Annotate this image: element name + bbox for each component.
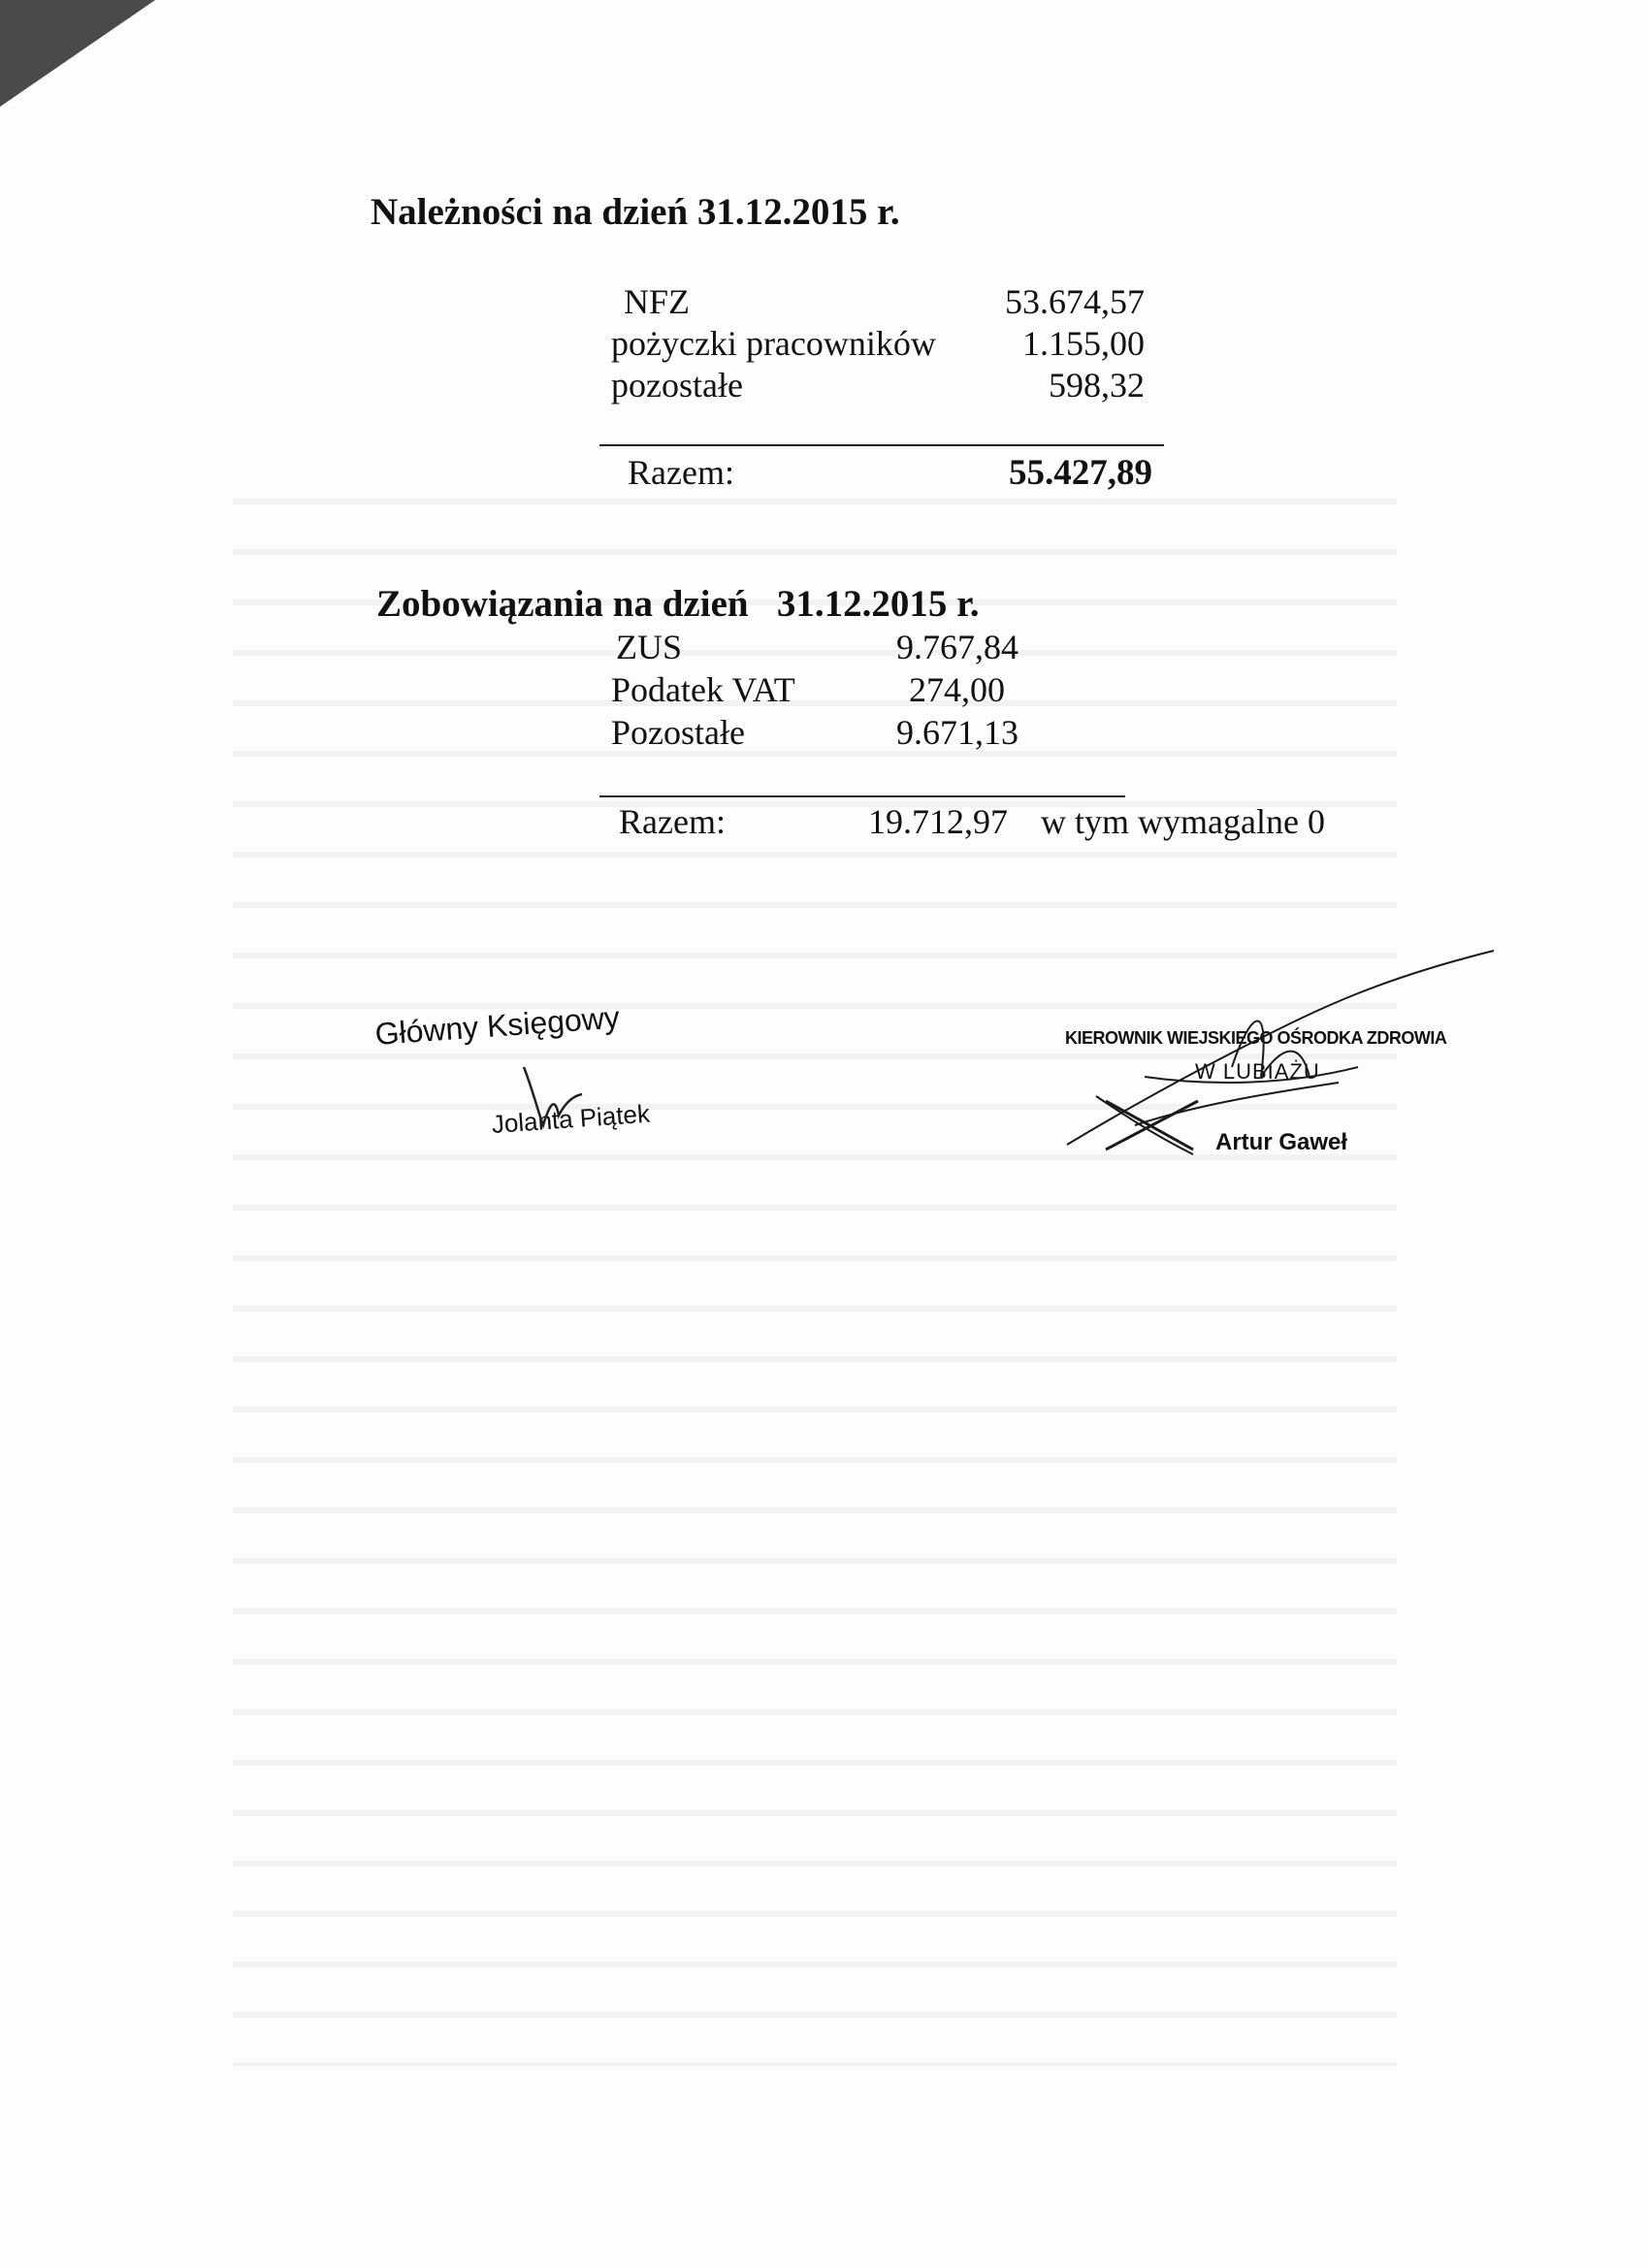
receivables-label-loans: pożyczki pracowników — [611, 324, 936, 363]
liabilities-total-note: w tym wymagalne 0 — [1041, 802, 1325, 841]
director-signature-scribble — [1067, 951, 1494, 1154]
receivables-total-label: Razem: — [628, 453, 734, 492]
receivables-amount-nfz: 53.674,57 — [1005, 282, 1145, 321]
receivables-label-nfz: NFZ — [624, 282, 691, 321]
liabilities-total-label: Razem: — [619, 802, 726, 841]
receivables-amount-other: 598,32 — [1049, 366, 1145, 405]
director-signature-loop — [1232, 1021, 1310, 1078]
receivables-heading: Należności na dzień 31.12.2015 r. — [371, 191, 900, 233]
director-signature-cross — [1106, 1101, 1198, 1150]
director-stamp-title: KIEROWNIK WIEJSKIEGO OŚRODKA ZDROWIA — [1065, 1028, 1447, 1048]
receivables-amount-loans: 1.155,00 — [1022, 324, 1145, 363]
liabilities-total-amount: 19.712,97 — [868, 802, 1008, 841]
liabilities-label-other: Pozostałe — [611, 713, 745, 752]
liabilities-label-zus: ZUS — [616, 628, 683, 666]
liabilities-amount-vat: 274,00 — [909, 670, 1005, 709]
liabilities-amount-zus: 9.767,84 — [896, 628, 1018, 666]
accountant-name: Jolanta Piątek — [490, 1098, 651, 1140]
receivables-total-amount: 55.427,89 — [1009, 453, 1152, 493]
director-stamp-place: W LUBIAŻU — [1195, 1059, 1320, 1084]
director-stamp-name: Artur Gaweł — [1215, 1129, 1348, 1155]
accountant-title: Główny Księgowy — [373, 999, 621, 1053]
accountant-signature-scribble — [524, 1067, 582, 1125]
receivables-label-other: pozostałe — [611, 366, 743, 405]
liabilities-heading: Zobowiązania na dzień 31.12.2015 r. — [376, 583, 980, 625]
liabilities-label-vat: Podatek VAT — [611, 670, 795, 709]
liabilities-amount-other: 9.671,13 — [896, 713, 1018, 752]
